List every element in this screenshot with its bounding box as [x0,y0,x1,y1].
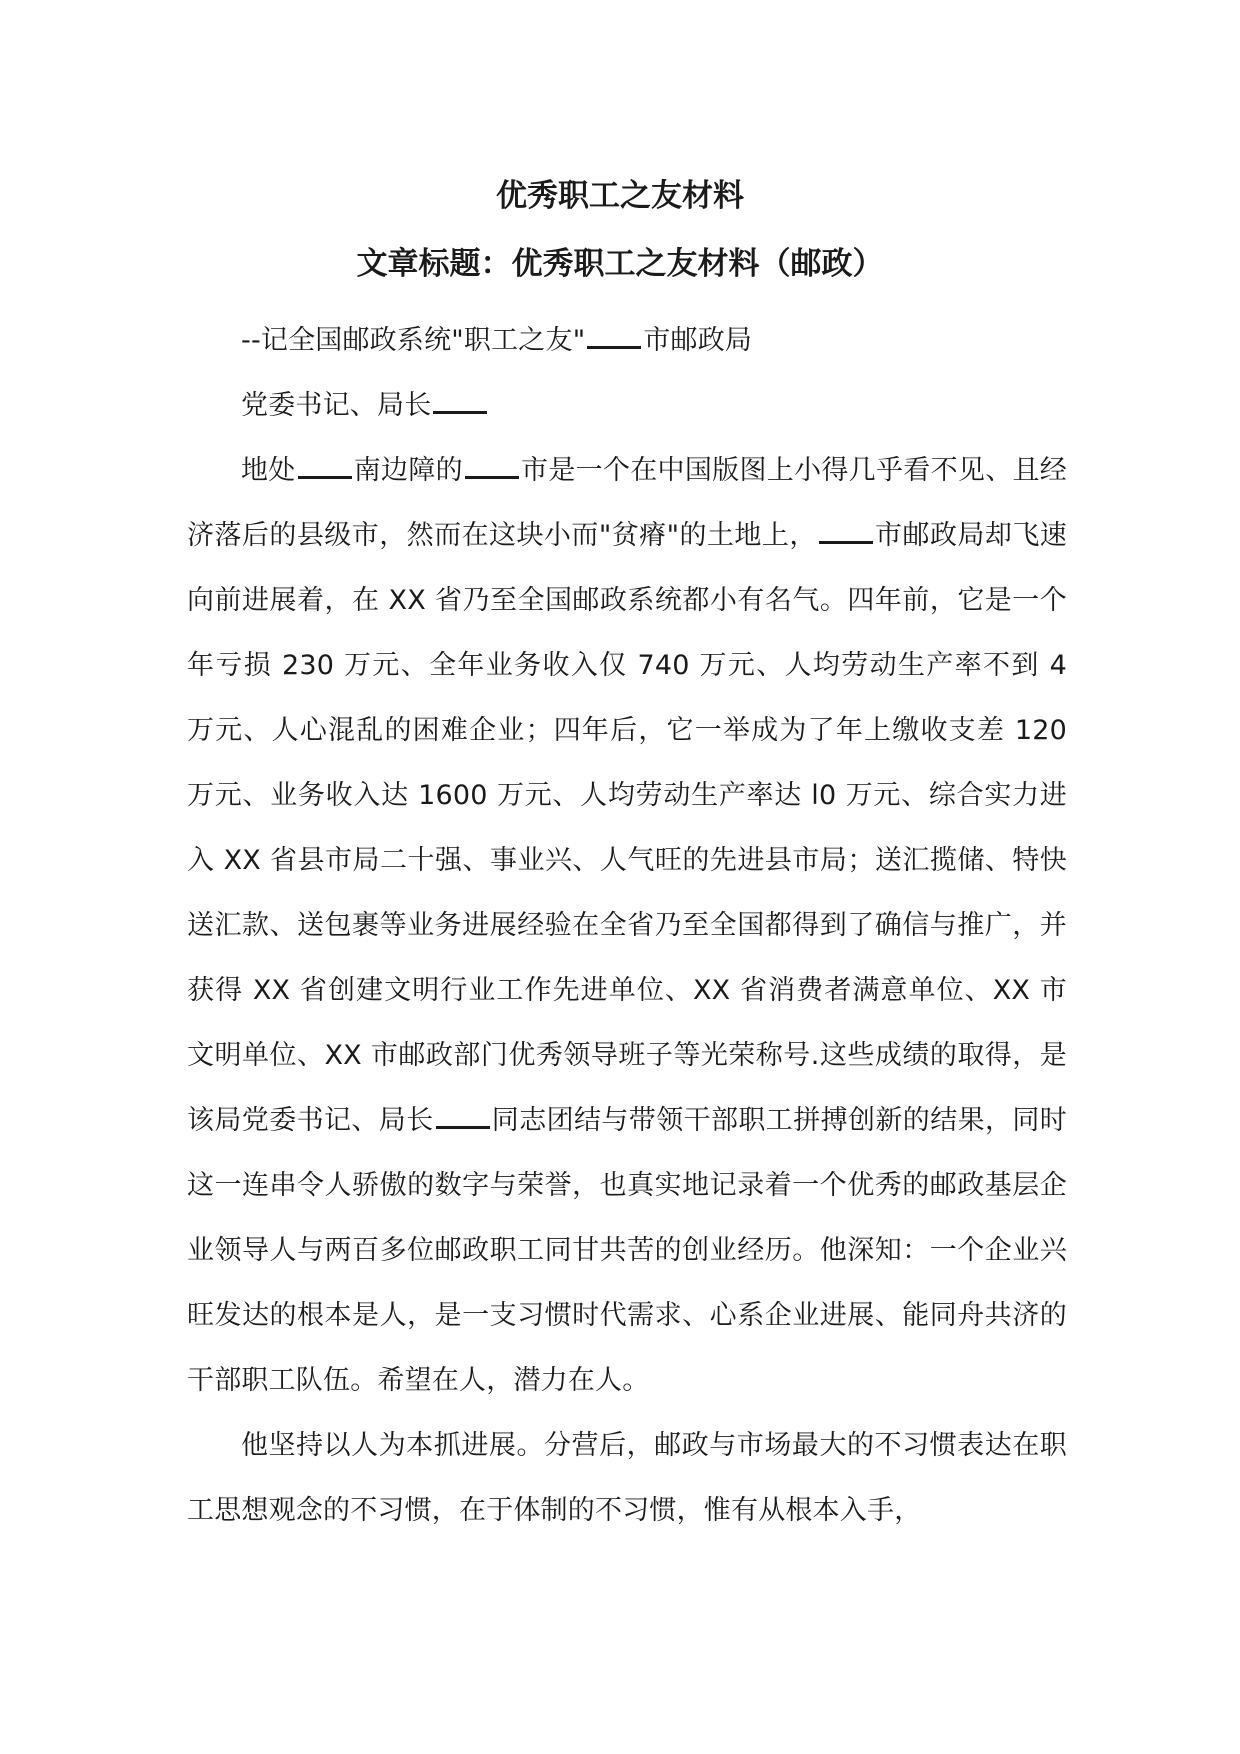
position-text: 党委书记、局长 [241,390,432,421]
para1-segment: 地处 [241,455,296,486]
byline-text: --记全国邮政系统"职工之友" [241,325,586,356]
document-title: 优秀职工之友材料 [496,178,744,214]
para1-segment: 南边障的 [353,455,463,486]
byline-line [187,308,1067,373]
para1-segment: 市邮政局却飞速向前进展着，在 XX 省乃至全国邮政系统都小有名气。四年前，它是一个年亏损 230 万元、全年业务收入仅 740 万元、人均劳动生产率不到 4 万元、人心混乱的困难企业；四年后，它一举成为了年上缴收支差 120 万元、业务收入达 1600 万元、人均劳动生产率达 l0 万元、综合实力进入 XX 省县市局二十强、事业兴、人气旺的先进县市局；送汇揽储、特快送汇款、送包裹等业务进展经验在全省乃至全国都得到了确信与推广，并获得 XX 省创建文明行业工作先进单位、XX 省消费者满意单位、XX 市文明单位、XX 市邮政部门优秀领导班子等光荣称号.这些成绩的取得，是该局党委书记、局长 [187,520,1067,1136]
byline-org: 市邮政局 [643,325,753,356]
document-body [187,308,1067,1543]
name-blank [433,387,487,414]
para1-segment: 市是一个在中国版图上小得几乎看不见、且经济落后的县级市，然而在这块小而"贫瘠"的土地上， [187,455,1067,551]
position-line [187,373,1067,438]
paragraph-1 [187,438,1067,1413]
name-blank [587,322,641,349]
place-blank [298,452,352,479]
article-title: 文章标题：优秀职工之友材料（邮政） [356,246,884,282]
name-blank [436,1102,490,1129]
place-blank [465,452,519,479]
place-blank [819,517,873,544]
paragraph-2: 他坚持以人为本抓进展。分营后，邮政与市场最大的不习惯表达在职工思想观念的不习惯，在于体制的不习惯，惟有从根本入手， [187,1430,1067,1526]
para1-segment: 同志团结与带领干部职工拼搏创新的结果，同时这一连串令人骄傲的数字与荣誉，也真实地记录着一个优秀的邮政基层企业领导人与两百多位邮政职工同甘共苦的创业经历。他深知：一个企业兴旺发达的根本是人，是一支习惯时代需求、心系企业进展、能同舟共济的干部职工队伍。希望在人，潜力在人。 [187,1105,1067,1396]
